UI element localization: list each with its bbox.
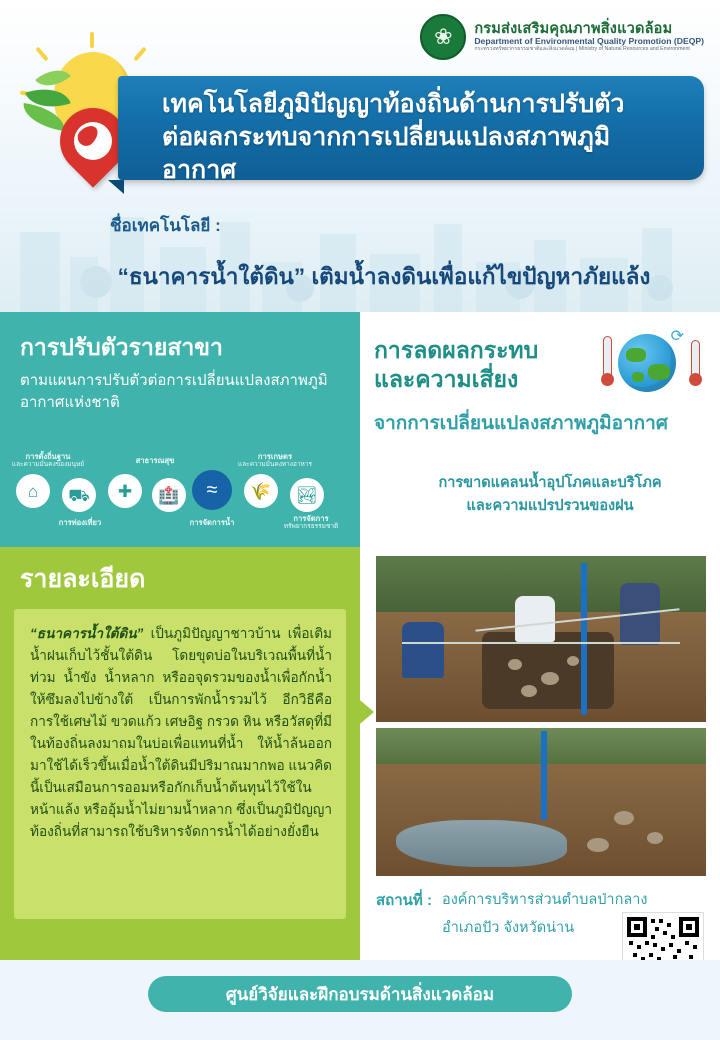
impact-risk-text xyxy=(400,472,700,518)
ray-icon xyxy=(35,47,48,62)
location-line-2: อำเภอปัว จังหวัดน่าน xyxy=(442,920,575,936)
sector-panel-subheading: ตามแผนการปรับตัวต่อการเปลี่ยนแปลงสภาพภูมิอากาศแห่งชาติ xyxy=(20,371,328,412)
impact-reduction-panel xyxy=(360,312,720,547)
photo-digging-pit xyxy=(376,556,706,722)
risk-line-1: การขาดแคลนน้ำอุปโภคและบริโภค xyxy=(438,475,662,491)
thermometer-icon xyxy=(603,336,612,380)
crops-icon: 🌾 xyxy=(244,474,278,508)
poster-title-ribbon xyxy=(118,76,704,184)
sector-caption-agriculture xyxy=(230,452,320,470)
health-building-icon: 🏥 xyxy=(152,478,186,512)
department-ministry: กระทรวงทรัพยากรธรรมชาติและสิ่งแวดล้อม | Ministry of Natural Resources and Environment xyxy=(474,45,690,52)
sector-title-1: สาธารณสุข xyxy=(135,456,175,465)
department-text xyxy=(474,21,704,53)
sector-sub-2: และความมั่นคงทางอาหาร xyxy=(238,461,312,469)
water-management-icon: ≈ xyxy=(192,470,232,510)
poster-title-line1: เทคโนโลยีภูมิปัญญาท้องถิ่นด้านการปรับตัว xyxy=(162,90,625,118)
impact-heading-line2: และความเสี่ยง xyxy=(374,365,519,392)
footer-organization-label: ศูนย์วิจัยและฝึกอบรมด้านสิ่งแวดล้อม xyxy=(148,976,572,1012)
tech-name-value: “ธนาคารน้ำใต้ดิน” เติมน้ำลงดินเพื่อแก้ไขปัญหาภัยแล้ง xyxy=(117,264,651,289)
sector-title-2: การเกษตร xyxy=(257,452,293,461)
sector-sub-5: ทรัพยากรธรรมชาติ xyxy=(283,523,339,531)
detail-text-box xyxy=(14,609,346,919)
sector-caption-tourism xyxy=(40,518,120,527)
houses-icon: ⌂ xyxy=(16,474,50,508)
globe-icon xyxy=(618,334,676,392)
department-name-en: Department of Environmental Quality Promotion (DEQP) xyxy=(474,36,704,47)
impact-panel-subheading: จากการเปลี่ยนแปลงสภาพภูมิอากาศ xyxy=(374,413,668,434)
detail-heading: รายละเอียด xyxy=(20,565,146,593)
tech-name-label: ชื่อเทคโนโลยี : xyxy=(110,216,221,235)
poster-header xyxy=(0,0,720,312)
sector-panel-heading: การปรับตัวรายสาขา xyxy=(20,334,223,360)
department-name-th: กรมส่งเสริมคุณภาพสิ่งแวดล้อม xyxy=(474,21,673,38)
photo-water-pit xyxy=(376,728,706,876)
cycle-arrows-icon: ⟳ xyxy=(670,328,684,345)
risk-line-2: และความแปรปรวนของฝน xyxy=(466,498,634,515)
ray-icon xyxy=(133,47,146,62)
impact-panel-heading xyxy=(374,336,538,394)
sector-title-5: การจัดการ xyxy=(293,514,329,523)
poster-title-line2: ต่อผลกระทบจากการเปลี่ยนแปลงสภาพภูมิอากาศ xyxy=(162,123,611,184)
sector-caption-settlement xyxy=(6,452,90,470)
transport-icon: ⛟ xyxy=(62,478,96,512)
ribbon-tail xyxy=(108,180,124,194)
pointer-arrow-icon xyxy=(348,690,374,734)
detail-panel xyxy=(0,547,360,960)
detail-lead: “ธนาคารน้ำใต้ดิน” xyxy=(30,626,144,641)
sector-caption-health xyxy=(118,456,192,465)
department-logo xyxy=(420,14,704,60)
sector-title-0: การตั้งถิ่นฐาน xyxy=(25,452,71,461)
sector-title-4: การจัดการน้ำ xyxy=(189,518,235,527)
nature-icon: 🏞 xyxy=(290,478,324,512)
sector-caption-water xyxy=(172,518,252,527)
sector-sub-0: และความมั่นคงของมนุษย์ xyxy=(11,461,85,469)
ray-icon xyxy=(90,32,94,48)
detail-paragraph xyxy=(30,623,332,843)
thermometer-icon xyxy=(691,340,700,380)
hospital-icon: ✚ xyxy=(108,474,142,508)
sector-icon-row xyxy=(0,452,360,547)
poster-footer xyxy=(0,960,720,1040)
sector-title-3: การท่องเที่ยว xyxy=(58,518,102,527)
impact-heading-line1: การลดผลกระทบ xyxy=(374,337,539,363)
location-label: สถานที่ : xyxy=(376,892,432,909)
detail-body: เป็นภูมิปัญญาชาวบ้าน เพื่อเติมน้ำฝนเก็บไว้ชั้นใต้ดิน โดยขุดบ่อในบริเวณพื้นที่น้ำท่วม น้ำขัง น้ำหลาก หรืออจุดรวมของน้ำเพื่อกักน้ำให้ซึมลงไปข้างใต้ เป็นการพักน้ำรวมไว้ อีกวิธีคือ การใช้เศษไม้ ขวดแก้ว เศษอิฐ กรวด หิน หรือวัสดุที่มีในท้องถิ่นลงมาถมในบ่อเพื่อแทนที่น้ำ ให้น้ำล้นออกมาใช้ได้เร็วขึ้นเมื่อน้ำใต้ดินมีปริมาณมากพอ แนวคิดนี้เป็นเสมือนการออมหรือกักเก็บน้ำต้นทุนไว้ใช้ในหน้าแล้ง หรืออุ้มน้ำไม่ยามน้ำหลาก ซึ่งเป็นภูมิปัญญาท้องถิ่นที่สามารถใช้บริหารจัดการน้ำได้อย่างยั่งยืน xyxy=(30,626,333,840)
department-seal-icon: ❀ xyxy=(420,14,466,60)
location-line-1: องค์การบริหารส่วนตำบลป่ากลาง xyxy=(442,892,648,908)
sector-adaptation-panel xyxy=(0,312,360,547)
sector-caption-nature xyxy=(268,514,354,532)
